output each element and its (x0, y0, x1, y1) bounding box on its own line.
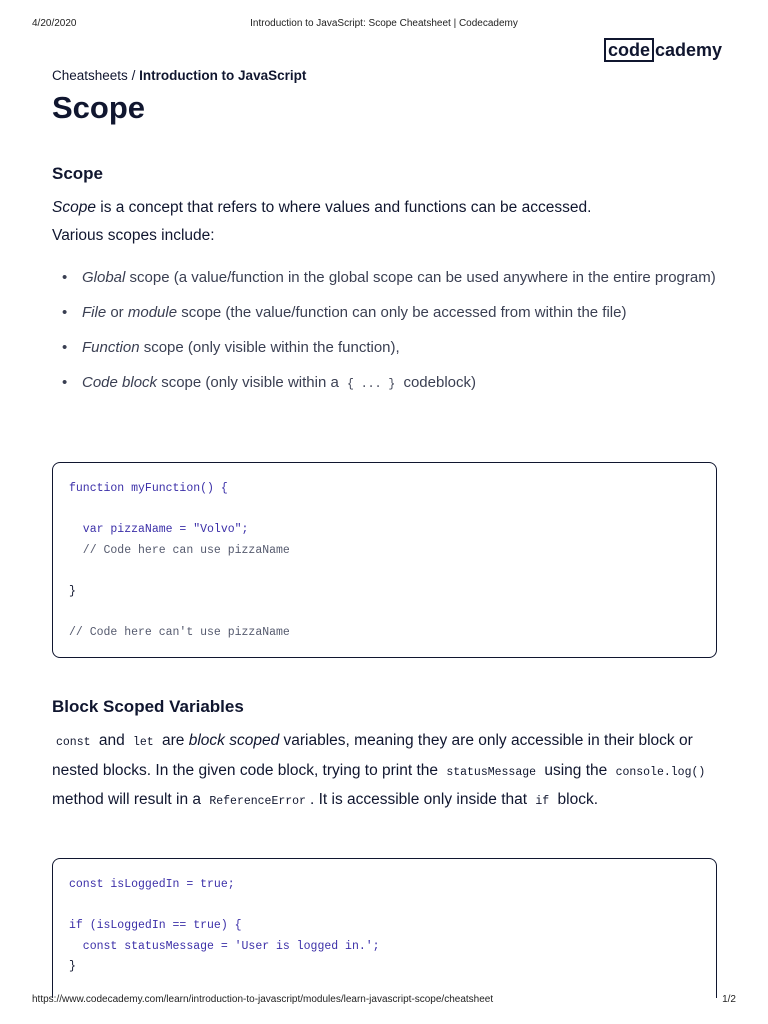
breadcrumb (52, 68, 306, 83)
code-line (69, 602, 700, 623)
scope-types-list (52, 264, 717, 406)
code-line: if (isLoggedIn == true) { (69, 919, 242, 932)
print-date: 4/20/2020 (32, 18, 77, 29)
section-heading-scope: Scope (52, 164, 104, 183)
list-item: • Code block scope (only visible within a { ... } codeblock) (62, 374, 476, 391)
logo-text: cademy (655, 39, 723, 60)
list-item: • Function scope (only visible within the function), (62, 339, 400, 356)
list-item: • File or module scope (the value/function can only be accessed from within the file) (62, 304, 627, 321)
scope-intro-line2: Various scopes include: (52, 227, 215, 244)
scope-intro (52, 194, 717, 250)
code-line: // Code here can use pizzaName (69, 543, 290, 557)
code-line (69, 479, 700, 500)
code-line: var pizzaName = "Volvo"; (69, 523, 249, 536)
code-line: const isLoggedIn = true; (69, 878, 235, 891)
codecademy-logo[interactable] (604, 38, 722, 62)
block-scoped-paragraph: const and let are block scoped variables, meaning they are only accessible in their block or nested blocks. In the given code block, trying to print the statusMessage using the console.log() method will result in a ReferenceError . It is accessible only inside that if block. (52, 732, 706, 808)
code-line: const statusMessage = 'User is logged in.'; (69, 939, 380, 953)
code-line (69, 561, 700, 582)
section-heading-block-scoped: Block Scoped Variables (52, 697, 244, 716)
code-line (69, 500, 700, 521)
page-title: Scope (52, 90, 146, 125)
code-line: } (69, 960, 76, 973)
print-url: https://www.codecademy.com/learn/introduction-to-javascript/modules/learn-javascript-scope/cheatsheet (32, 994, 494, 1005)
code-token: function myFunction() { (69, 482, 228, 495)
list-item: • Global scope (a value/function in the global scope can be used anywhere in the entire program) (62, 269, 716, 286)
scope-intro-line1 (52, 194, 717, 222)
code-line: // Code here can't use pizzaName (69, 625, 290, 639)
code-block-block-scoped (52, 858, 717, 998)
breadcrumb-root[interactable]: Cheatsheets (52, 68, 128, 83)
scope-definition: is a concept that refers to where values and functions can be accessed. (95, 199, 592, 216)
print-title: Introduction to JavaScript: Scope Cheatsheet | Codecademy (250, 18, 518, 29)
print-header (0, 18, 768, 32)
scope-term: Scope (52, 199, 96, 216)
logo-boxed-text: code (604, 38, 654, 62)
breadcrumb-separator: / (127, 68, 140, 83)
code-line: } (69, 584, 76, 598)
code-line (69, 896, 700, 917)
page-number: 1/2 (722, 994, 736, 1005)
code-block-scope (52, 462, 717, 658)
breadcrumb-current[interactable]: Introduction to JavaScript (139, 68, 307, 83)
